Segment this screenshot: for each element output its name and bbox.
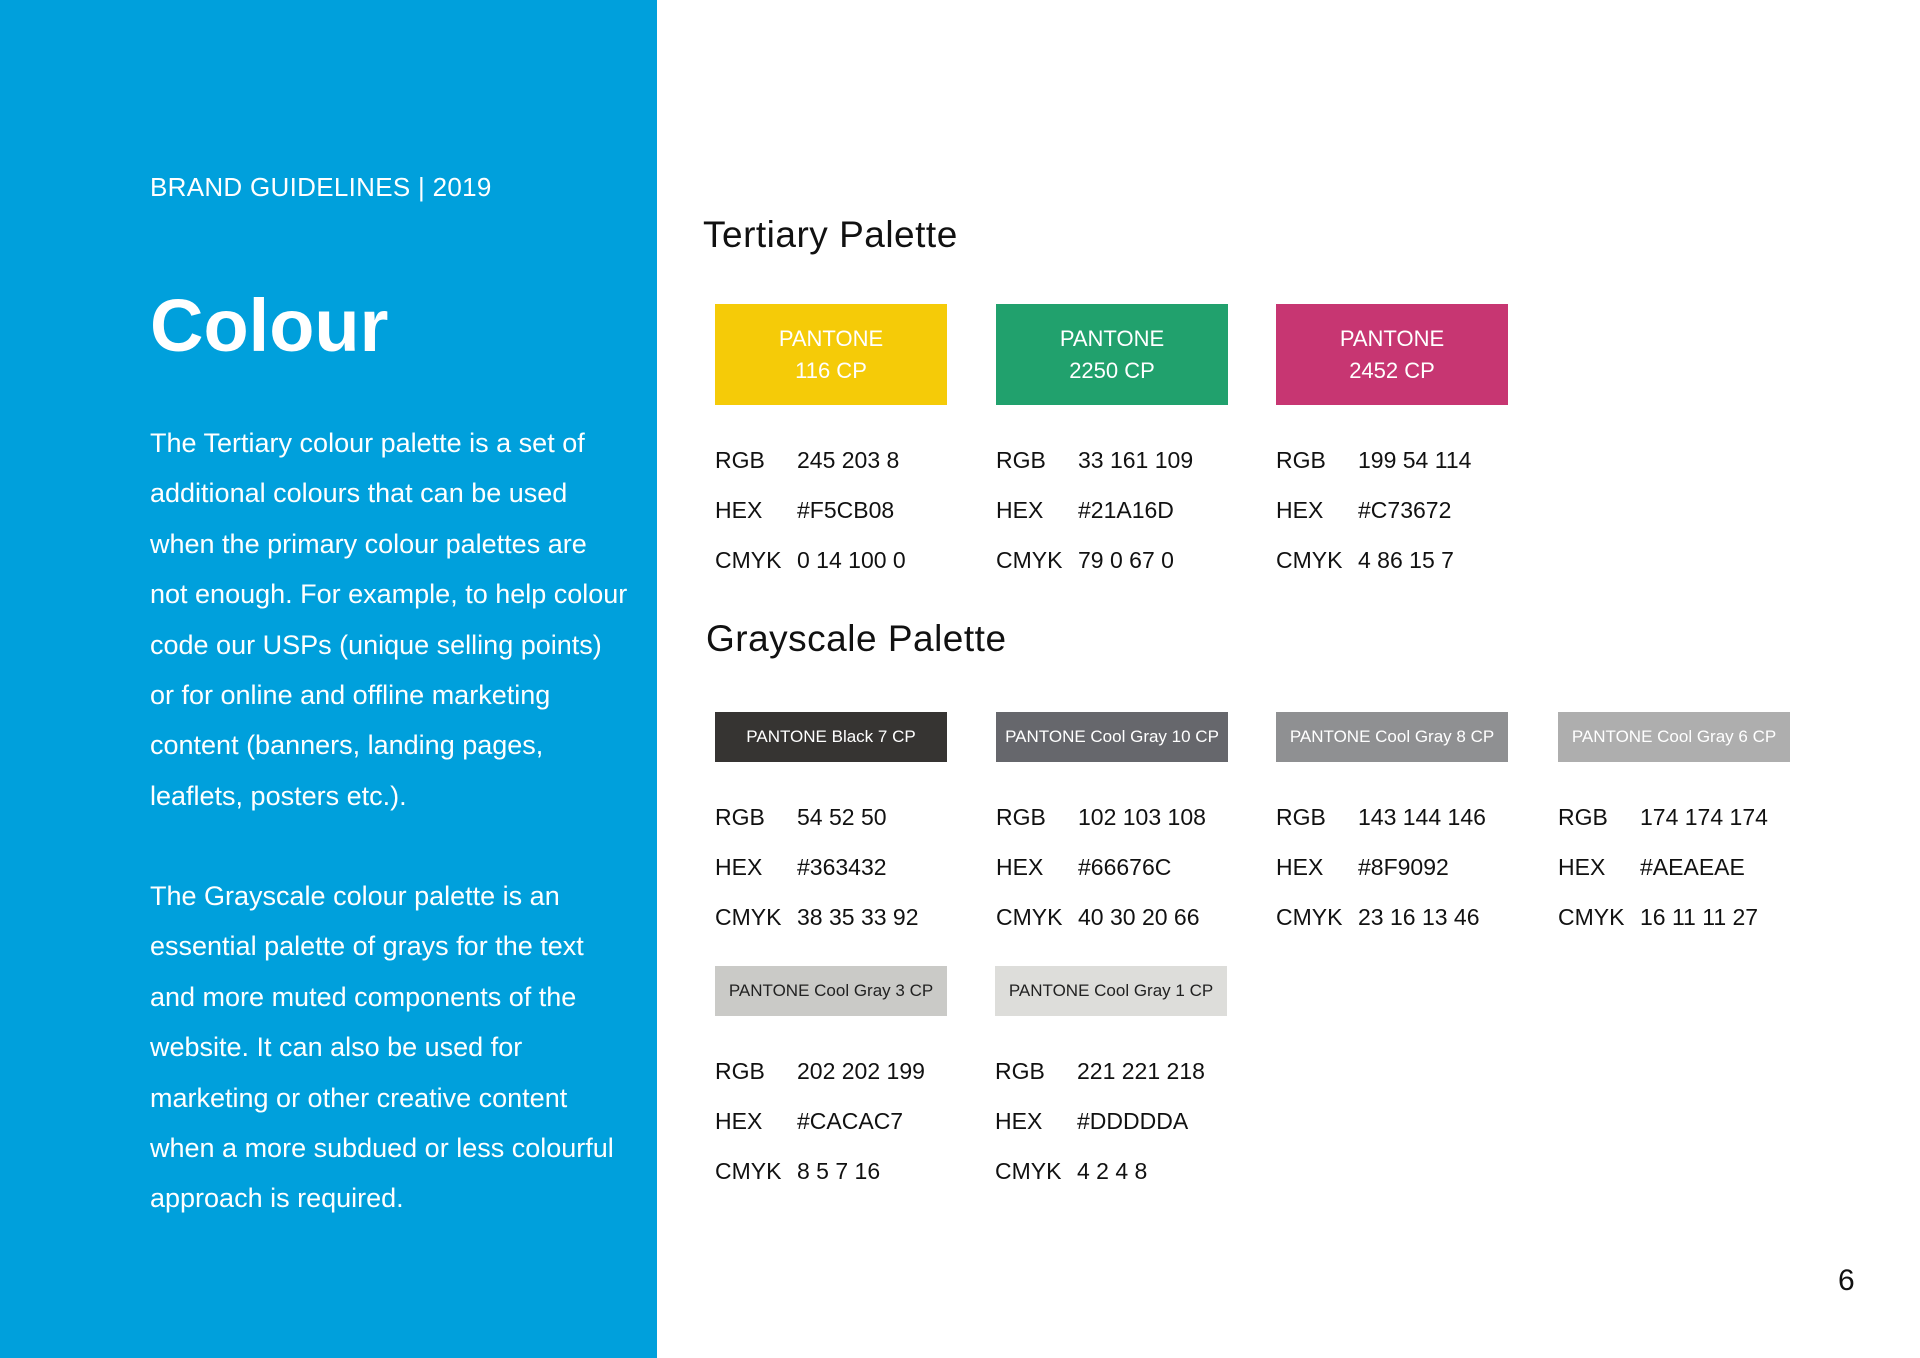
spec-row-hex xyxy=(715,1096,947,1146)
pantone-label: PANTONE Cool Gray 3 CP xyxy=(728,981,934,1000)
color-swatch xyxy=(996,304,1228,405)
spec-row-hex xyxy=(1276,485,1508,535)
color-card xyxy=(1558,712,1790,942)
pantone-label: PANTONE xyxy=(1339,325,1445,351)
spec-value-rgb: 102 103 108 xyxy=(1078,803,1206,830)
spec-row-rgb xyxy=(1558,792,1790,842)
spec-row-cmyk xyxy=(1558,892,1790,942)
color-swatch xyxy=(715,966,947,1016)
spec-value-hex: #C73672 xyxy=(1358,496,1452,523)
spec-value-rgb: 174 174 174 xyxy=(1640,803,1768,830)
spec-label-cmyk: CMYK xyxy=(1558,903,1625,930)
pantone-label: PANTONE xyxy=(1059,325,1165,351)
spec-value-cmyk: 38 35 33 92 xyxy=(797,903,919,930)
spec-value-rgb: 202 202 199 xyxy=(797,1057,925,1084)
spec-row-rgb xyxy=(715,435,947,485)
spec-label-cmyk: CMYK xyxy=(996,546,1063,573)
spec-row-hex xyxy=(1276,842,1508,892)
spec-label-hex: HEX xyxy=(996,853,1044,880)
spec-label-rgb: RGB xyxy=(996,446,1046,473)
pantone-label: PANTONE Cool Gray 10 CP xyxy=(1005,727,1219,746)
spec-row-rgb xyxy=(1276,435,1508,485)
brand-header: BRAND GUIDELINES | 2019 xyxy=(150,172,492,202)
spec-value-cmyk: 0 14 100 0 xyxy=(797,546,906,573)
spec-label-rgb: RGB xyxy=(1276,803,1326,830)
grayscale-description: The Grayscale colour palette is an essential palette of grays for the text and more muted components of the website. It can also be used for marketing or other creative content when a more subdued or less colourful approach is required. xyxy=(150,881,614,1214)
color-card xyxy=(995,966,1227,1196)
left-panel xyxy=(0,0,657,1358)
color-card xyxy=(1276,712,1508,942)
color-card xyxy=(1276,304,1508,585)
grayscale-palette-title: Grayscale Palette xyxy=(706,618,1007,659)
spec-value-cmyk: 23 16 13 46 xyxy=(1358,903,1480,930)
spec-value-rgb: 221 221 218 xyxy=(1077,1057,1205,1084)
spec-row-rgb xyxy=(996,792,1228,842)
spec-value-hex: #21A16D xyxy=(1078,496,1174,523)
tertiary-palette-title: Tertiary Palette xyxy=(703,214,958,255)
spec-label-hex: HEX xyxy=(1276,853,1324,880)
color-card xyxy=(715,966,947,1196)
pantone-label: PANTONE Cool Gray 6 CP xyxy=(1571,727,1777,746)
spec-row-rgb xyxy=(715,792,947,842)
spec-label-rgb: RGB xyxy=(715,1057,765,1084)
pantone-label: PANTONE Cool Gray 8 CP xyxy=(1289,727,1495,746)
spec-value-cmyk: 4 2 4 8 xyxy=(1077,1157,1148,1184)
spec-label-rgb: RGB xyxy=(996,803,1046,830)
spec-label-rgb: RGB xyxy=(715,803,765,830)
spec-row-cmyk xyxy=(1276,535,1508,585)
spec-value-cmyk: 79 0 67 0 xyxy=(1078,546,1174,573)
spec-value-rgb: 245 203 8 xyxy=(797,446,900,473)
spec-value-hex: #F5CB08 xyxy=(797,496,895,523)
spec-row-rgb xyxy=(995,1046,1227,1096)
spec-value-hex: #66676C xyxy=(1078,853,1172,880)
spec-value-hex: #CACAC7 xyxy=(797,1107,904,1134)
spec-value-rgb: 143 144 146 xyxy=(1358,803,1486,830)
spec-label-hex: HEX xyxy=(715,496,763,523)
spec-row-hex xyxy=(1558,842,1790,892)
color-card xyxy=(715,304,947,585)
spec-row-cmyk xyxy=(715,535,947,585)
spec-label-hex: HEX xyxy=(715,1107,763,1134)
spec-label-rgb: RGB xyxy=(1276,446,1326,473)
spec-value-rgb: 199 54 114 xyxy=(1358,446,1472,473)
spec-row-cmyk xyxy=(715,1146,947,1196)
pantone-code: 2250 CP xyxy=(1069,357,1155,383)
color-swatch xyxy=(996,712,1228,762)
spec-label-cmyk: CMYK xyxy=(996,903,1063,930)
spec-value-cmyk: 16 11 11 27 xyxy=(1640,903,1759,930)
spec-label-hex: HEX xyxy=(715,853,763,880)
pantone-code: 116 CP xyxy=(795,357,867,383)
spec-row-cmyk xyxy=(996,892,1228,942)
color-swatch xyxy=(1276,712,1508,762)
spec-value-cmyk: 40 30 20 66 xyxy=(1078,903,1200,930)
pantone-code: 2452 CP xyxy=(1349,357,1435,383)
spec-row-hex xyxy=(995,1096,1227,1146)
spec-label-hex: HEX xyxy=(995,1107,1043,1134)
spec-label-rgb: RGB xyxy=(995,1057,1045,1084)
spec-value-hex: #8F9092 xyxy=(1358,853,1449,880)
spec-row-rgb xyxy=(715,1046,947,1096)
spec-row-hex xyxy=(996,485,1228,535)
color-swatch xyxy=(1276,304,1508,405)
spec-row-cmyk xyxy=(715,892,947,942)
page-number: 6 xyxy=(1838,1264,1855,1297)
spec-row-cmyk xyxy=(995,1146,1227,1196)
spec-value-hex: #AEAEAE xyxy=(1640,853,1745,880)
spec-label-cmyk: CMYK xyxy=(1276,546,1343,573)
spec-row-cmyk xyxy=(1276,892,1508,942)
spec-value-cmyk: 8 5 7 16 xyxy=(797,1157,881,1184)
spec-value-rgb: 54 52 50 xyxy=(797,803,887,830)
spec-label-cmyk: CMYK xyxy=(715,546,782,573)
pantone-label: PANTONE Cool Gray 1 CP xyxy=(1008,981,1214,1000)
spec-row-rgb xyxy=(996,435,1228,485)
color-swatch xyxy=(995,966,1227,1016)
spec-label-rgb: RGB xyxy=(715,446,765,473)
spec-row-rgb xyxy=(1276,792,1508,842)
spec-label-cmyk: CMYK xyxy=(715,903,782,930)
spec-value-cmyk: 4 86 15 7 xyxy=(1358,546,1454,573)
color-swatch xyxy=(715,304,947,405)
color-card xyxy=(715,712,947,942)
color-card xyxy=(996,712,1228,942)
tertiary-description: The Tertiary colour palette is a set of additional colours that can be used when the primary colour palettes are not enough. For example, to help colour code our USPs (unique selling points) or for online and offline marketing content (banners, landing pages, leaflets, posters etc.). xyxy=(150,428,628,811)
pantone-label: PANTONE Black 7 CP xyxy=(746,727,916,746)
spec-label-rgb: RGB xyxy=(1558,803,1608,830)
spec-value-hex: #DDDDDA xyxy=(1077,1107,1189,1134)
pantone-label: PANTONE xyxy=(778,325,884,351)
color-swatch xyxy=(715,712,947,762)
color-swatch xyxy=(1558,712,1790,762)
spec-label-hex: HEX xyxy=(996,496,1044,523)
spec-row-hex xyxy=(715,842,947,892)
spec-label-cmyk: CMYK xyxy=(1276,903,1343,930)
spec-value-hex: #363432 xyxy=(797,853,887,880)
spec-row-hex xyxy=(715,485,947,535)
page-title: Colour xyxy=(150,284,389,367)
spec-label-cmyk: CMYK xyxy=(715,1157,782,1184)
spec-value-rgb: 33 161 109 xyxy=(1078,446,1194,473)
spec-label-hex: HEX xyxy=(1276,496,1324,523)
spec-label-hex: HEX xyxy=(1558,853,1606,880)
spec-row-cmyk xyxy=(996,535,1228,585)
spec-row-hex xyxy=(996,842,1228,892)
spec-label-cmyk: CMYK xyxy=(995,1157,1062,1184)
color-card xyxy=(996,304,1228,585)
